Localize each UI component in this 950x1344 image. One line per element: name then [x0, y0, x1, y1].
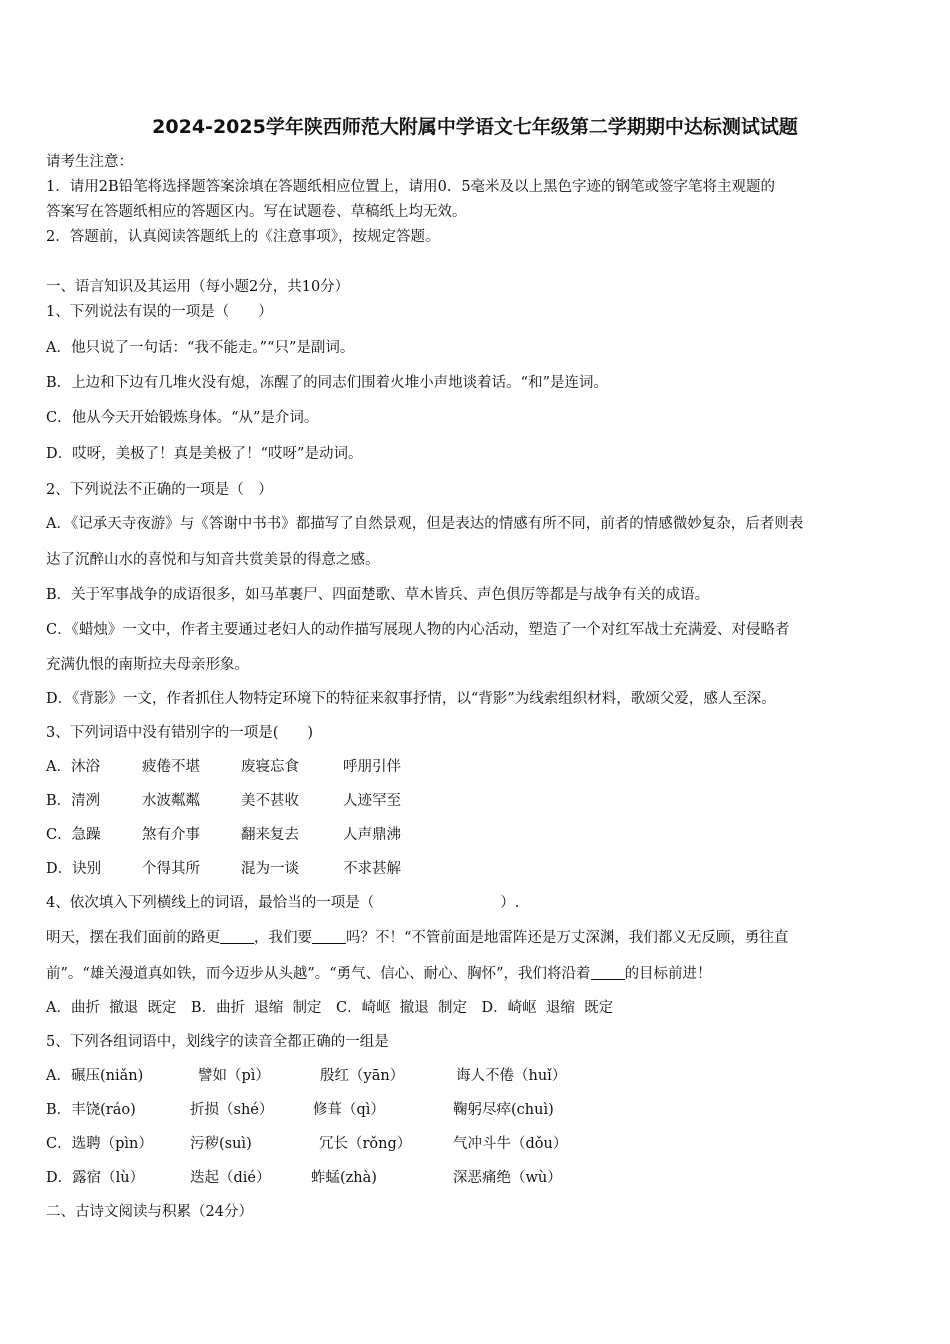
q5-b-3: 修葺（qì） — [313, 1102, 385, 1118]
q2-option-a: A．《记承天寺夜游》与《答谢中书书》都描写了自然景观，但是表达的情感有所不同，前者的情感微妙复杂，后者则表 — [46, 516, 804, 532]
q4-blank-1 — [220, 929, 254, 944]
q4-passage-1c: 吗？不！“不管前面是地雷阵还是万丈深渊，我们都义无反顾，勇往直 — [346, 930, 789, 946]
notice-heading: 请考生注意： — [46, 154, 133, 170]
q4-passage-2a: 前”。“雄关漫道真如铁，而今迈步从头越”。“勇气、信心、耐心、胸怀”，我们将沿着 — [46, 966, 591, 982]
q3-a-4: 呼朋引伴 — [343, 759, 401, 775]
q4-passage-line-2 — [46, 964, 712, 984]
q3-c-4: 人声鼎沸 — [343, 827, 401, 843]
q3-c-1: C．急躁 — [46, 827, 101, 843]
q3-b-4: 人迹罕至 — [343, 793, 401, 809]
q5-d-1: D．露宿（lù） — [46, 1170, 145, 1186]
section-2-heading: 二、古诗文阅读与积累（24分） — [46, 1204, 253, 1220]
section-1-heading: 一、语言知识及其运用（每小题2分，共10分） — [46, 279, 350, 295]
q5-c-2: 污秽(suì) — [190, 1136, 252, 1152]
q4-passage-2b: 的目标前进！ — [624, 966, 712, 982]
q5-b-4: 鞠躬尽瘁(chuì) — [453, 1102, 554, 1118]
q2-option-d: D．《背影》一文，作者抓住人物特定环境下的特征来叙事抒情，以“背影”为线索组织材料，歌颂父爱，感人至深。 — [46, 691, 776, 707]
q5-c-4: 气冲斗牛（dǒu） — [453, 1136, 568, 1152]
q3-d-4: 不求甚解 — [343, 861, 401, 877]
notice-item-1: 1．请用2B铅笔将选择题答案涂填在答题纸相应位置上，请用0．5毫米及以上黑色字迹的钢笔或签字笔将主观题的 — [46, 179, 776, 195]
q5-d-2: 迭起（dié） — [190, 1170, 271, 1186]
q5-a-2: 譬如（pì） — [198, 1068, 270, 1084]
q3-a-2: 疲倦不堪 — [142, 759, 200, 775]
q4-passage-1a: 明天，摆在我们面前的路更 — [46, 930, 220, 946]
q3-b-1: B．清冽 — [46, 793, 101, 809]
q5-d-3: 蚱蜢(zhà) — [311, 1170, 377, 1186]
q5-stem: 5、下列各组词语中，划线字的读音全都正确的一组是 — [46, 1034, 389, 1050]
q2-option-a-cont: 达了沉醉山水的喜悦和与知音共赏美景的得意之感。 — [46, 552, 380, 568]
q3-stem: 3、下列词语中没有错别字的一项是( ) — [46, 725, 314, 741]
q5-b-2: 折损（shé） — [190, 1102, 274, 1118]
q5-a-1: A．碾压(niǎn) — [46, 1068, 144, 1084]
q3-d-3: 混为一谈 — [241, 861, 299, 877]
q2-stem: 2、下列说法不正确的一项是（ ） — [46, 482, 273, 498]
q5-c-3: 冗长（rǒng） — [319, 1136, 412, 1152]
q4-stem-end: ）. — [500, 895, 520, 911]
q3-b-3: 美不甚收 — [241, 793, 299, 809]
notice-item-1-cont: 答案写在答题纸相应的答题区内。写在试题卷、草稿纸上均无效。 — [46, 204, 467, 220]
q4-options: A．曲折 撤退 既定 B．曲折 退缩 制定 C．崎岖 撤退 制定 D．崎岖 退缩 既定 — [46, 1000, 614, 1016]
q2-option-c: C．《蜡烛》一文中，作者主要通过老妇人的动作描写展现人物的内心活动，塑造了一个对红军战士充满爱、对侵略者 — [46, 622, 790, 638]
q1-option-c: C．他从今天开始锻炼身体。“从”是介词。 — [46, 410, 319, 426]
q2-option-c-cont: 充满仇恨的南斯拉夫母亲形象。 — [46, 657, 249, 673]
q5-b-1: B．丰饶(ráo) — [46, 1102, 136, 1118]
notice-item-2: 2．答题前，认真阅读答题纸上的《注意事项》，按规定答题。 — [46, 229, 440, 245]
q5-c-1: C．选聘（pìn） — [46, 1136, 153, 1152]
q1-option-b: B．上边和下边有几堆火没有熄，冻醒了的同志们围着火堆小声地谈着话。“和”是连词。 — [46, 375, 608, 391]
q5-a-4: 诲人不倦（huǐ） — [456, 1068, 567, 1084]
q4-stem-text: 4、依次填入下列横线上的词语，最恰当的一项是（ — [46, 895, 375, 911]
q5-a-3: 殷红（yān） — [320, 1068, 405, 1084]
q2-option-b: B．关于军事战争的成语很多，如马革裹尸、四面楚歌、草木皆兵、声色俱厉等都是与战争有关的成语。 — [46, 587, 710, 603]
q4-passage-1b: ，我们要 — [254, 930, 312, 946]
page-title: 2024-2025学年陕西师范大附属中学语文七年级第二学期期中达标测试试题 — [152, 116, 798, 138]
q1-option-a: A．他只说了一句话：“我不能走。”“只”是副词。 — [46, 340, 355, 356]
q3-d-1: D．诀别 — [46, 861, 102, 877]
q4-blank-3 — [591, 965, 625, 980]
q3-a-3: 废寝忘食 — [241, 759, 299, 775]
q4-stem — [46, 893, 519, 913]
q4-blank-2 — [312, 929, 346, 944]
q4-passage-line-1 — [46, 928, 788, 948]
q1-option-d: D．哎呀，美极了！真是美极了！“哎呀”是动词。 — [46, 446, 363, 462]
q5-d-4: 深恶痛绝（wù） — [453, 1170, 562, 1186]
q1-stem: 1、下列说法有误的一项是（ ） — [46, 304, 273, 320]
q3-b-2: 水波粼粼 — [142, 793, 200, 809]
q3-c-2: 煞有介事 — [142, 827, 200, 843]
q3-a-1: A．沐浴 — [46, 759, 100, 775]
q3-c-3: 翻来复去 — [241, 827, 299, 843]
q3-d-2: 个得其所 — [142, 861, 200, 877]
